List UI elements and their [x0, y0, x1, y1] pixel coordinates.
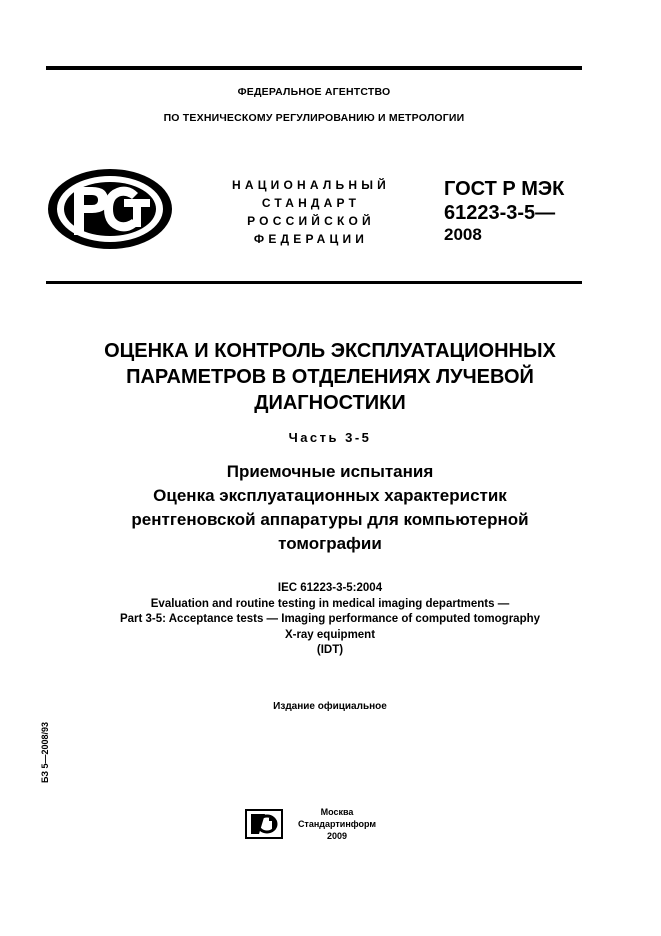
middle-rule: [46, 281, 582, 284]
national-standard-line-2: СТАНДАРТ: [261, 196, 361, 210]
agency-line-1: ФЕДЕРАЛЬНОЕ АГЕНТСТВО: [237, 86, 391, 98]
publisher-city: Москва: [320, 807, 354, 817]
iec-line-3: Part 3-5: Acceptance tests — Imaging performance of computed tomography: [119, 613, 541, 625]
iec-line-2: Evaluation and routine testing in medical imaging departments —: [150, 597, 510, 610]
designation-line-1: ГОСТ Р МЭК: [444, 178, 565, 200]
iec-reference: [46, 581, 614, 659]
iec-line-5: (IDT): [316, 644, 344, 656]
publisher-name: Стандартинформ: [297, 819, 377, 829]
iec-line-1: IEC 61223-3-5:2004: [277, 582, 383, 594]
agency-line-2: ПО ТЕХНИЧЕСКОМУ РЕГУЛИРОВАНИЮ И МЕТРОЛОГИИ: [163, 112, 465, 124]
national-standard-line-4: ФЕДЕРАЦИИ: [253, 232, 369, 246]
title-line-2: ПАРАМЕТРОВ В ОТДЕЛЕНИЯХ ЛУЧЕВОЙ: [126, 366, 534, 388]
iec-line-4: X-ray equipment: [284, 628, 376, 641]
edition-label: Издание официальное: [273, 701, 387, 712]
standard-designation: [444, 177, 564, 245]
rst-logo-icon: [46, 167, 174, 251]
national-standard-line-1: НАЦИОНАЛЬНЫЙ: [231, 178, 391, 192]
document-title: [46, 338, 614, 416]
publisher-block: [293, 806, 381, 842]
top-rule: [46, 66, 582, 70]
designation-line-2: 61223-3-5—: [444, 202, 556, 224]
subtitle-line-1: Приемочные испытания: [226, 462, 434, 481]
subtitle-line-3: рентгеновской аппаратуры для компьютерной: [131, 510, 529, 529]
designation-year: 2008: [444, 225, 482, 244]
document-subtitle: [46, 460, 614, 556]
title-line-3: ДИАГНОСТИКИ: [254, 392, 406, 414]
part-number: Часть 3-5: [288, 430, 372, 445]
subtitle-line-2: Оценка эксплуатационных характеристик: [153, 486, 507, 505]
publisher-year: 2009: [326, 831, 348, 841]
national-standard-label: [206, 176, 416, 248]
side-code: БЗ 5—2008/93: [40, 721, 50, 783]
standartinform-logo-icon: [245, 809, 283, 839]
title-line-1: ОЦЕНКА И КОНТРОЛЬ ЭКСПЛУАТАЦИОННЫХ: [104, 340, 556, 362]
subtitle-line-4: томографии: [278, 534, 382, 553]
national-standard-line-3: РОССИЙСКОЙ: [247, 214, 375, 228]
